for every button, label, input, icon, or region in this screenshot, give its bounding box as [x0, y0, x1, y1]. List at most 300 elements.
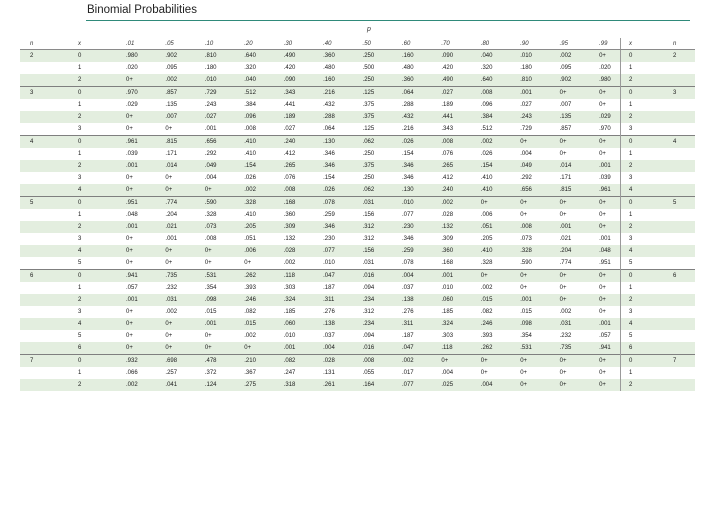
- cell-n: [20, 257, 58, 270]
- cell-prob: .275: [226, 379, 265, 391]
- cell-x-right: 1: [621, 209, 658, 221]
- cell-n-right: 7: [657, 355, 695, 368]
- cell-prob: .320: [480, 65, 493, 71]
- cell-prob: 0+: [581, 87, 620, 100]
- cell-n: [20, 306, 58, 318]
- cell-n-right: 6: [657, 270, 695, 283]
- cell-prob: .243: [204, 102, 217, 108]
- cell-prob: .187: [401, 333, 414, 339]
- cell-prob: .480: [401, 65, 414, 71]
- cell-prob: .346: [323, 151, 335, 157]
- cell-prob: .171: [559, 175, 572, 181]
- cell-prob: .031: [362, 260, 375, 266]
- cell-prob: .025: [423, 379, 462, 391]
- cell-prob: .343: [266, 87, 305, 100]
- cell-n-right: [657, 148, 695, 160]
- cell-prob: 0+: [165, 126, 173, 132]
- cell-prob: .015: [226, 318, 265, 330]
- cell-x: 1: [78, 102, 82, 108]
- cell-prob: .490: [423, 74, 462, 87]
- cell-prob: 0+: [147, 184, 186, 197]
- cell-prob: .312: [362, 236, 375, 242]
- cell-prob: .512: [226, 87, 265, 100]
- cell-prob: .130: [384, 184, 423, 197]
- cell-n-right: [657, 367, 695, 379]
- cell-prob: .026: [480, 151, 493, 157]
- cell-prob: .288: [401, 102, 414, 108]
- cell-prob: .008: [423, 136, 462, 149]
- cell-prob: 0+: [244, 260, 252, 266]
- cell-prob: .006: [480, 212, 493, 218]
- cell-prob: .180: [520, 65, 532, 71]
- cell-n: [20, 330, 58, 342]
- cell-prob: 0+: [581, 221, 620, 233]
- cell-x: 4: [58, 318, 108, 330]
- cell-prob: 0+: [126, 309, 133, 315]
- cell-n-right: [657, 257, 695, 270]
- cell-n: [20, 367, 58, 379]
- cell-x: 2: [58, 379, 108, 391]
- cell-prob: .008: [463, 87, 502, 100]
- cell-prob: .055: [362, 370, 375, 376]
- cell-x-right: 3: [621, 172, 658, 184]
- cell-prob: .008: [204, 236, 217, 242]
- table-row: [20, 50, 695, 63]
- cell-prob: 0+: [480, 370, 488, 376]
- cell-prob: .010: [384, 197, 423, 210]
- cell-prob: .234: [345, 318, 384, 330]
- table-row: [20, 270, 695, 283]
- cell-x: 2: [58, 74, 108, 87]
- cell-prob: .026: [244, 175, 256, 181]
- cell-prob: .008: [502, 221, 541, 233]
- cell-prob: .001: [187, 318, 226, 330]
- cell-n: 3: [20, 87, 58, 100]
- cell-prob: .001: [599, 236, 611, 242]
- cell-prob: .076: [441, 151, 454, 157]
- cell-prob: .001: [581, 318, 620, 330]
- cell-prob: .412: [441, 175, 454, 181]
- cell-prob: .346: [401, 175, 414, 181]
- cell-prob: 0+: [187, 184, 226, 197]
- cell-prob: 0+: [463, 270, 502, 283]
- cell-x-right: 1: [621, 148, 658, 160]
- cell-prob: .016: [345, 342, 384, 355]
- cell-prob: .124: [187, 379, 226, 391]
- cell-prob: .204: [542, 245, 581, 257]
- cell-prob: .154: [226, 160, 265, 172]
- cell-n: [20, 160, 58, 172]
- cell-prob: 0+: [147, 342, 186, 355]
- cell-prob: 0+: [581, 50, 620, 63]
- cell-prob: .970: [108, 87, 147, 100]
- cell-n: 7: [20, 355, 58, 368]
- cell-x-right: 0: [621, 136, 658, 149]
- cell-prob: .932: [108, 355, 147, 368]
- cell-prob: .160: [384, 50, 423, 63]
- cell-prob: .180: [204, 65, 217, 71]
- cell-x: 0: [58, 87, 108, 100]
- cell-prob: .138: [384, 294, 423, 306]
- title-rule: [86, 20, 690, 21]
- cell-prob: .002: [463, 136, 502, 149]
- cell-prob: .040: [463, 50, 502, 63]
- cell-prob: .312: [345, 221, 384, 233]
- cell-prob: .410: [244, 151, 256, 157]
- cell-prob: .037: [323, 333, 335, 339]
- cell-prob: .006: [226, 245, 265, 257]
- table-row: [20, 233, 695, 245]
- cell-prob: .064: [323, 126, 335, 132]
- cell-n-right: [657, 111, 695, 123]
- cell-prob: 0+: [126, 126, 133, 132]
- cell-prob: .082: [480, 309, 493, 315]
- cell-prob: .367: [244, 370, 256, 376]
- cell-prob: .008: [266, 184, 305, 197]
- cell-x-right: 1: [621, 62, 658, 74]
- cell-n-right: [657, 221, 695, 233]
- cell-prob: 0+: [165, 333, 173, 339]
- cell-prob: .132: [283, 236, 296, 242]
- cell-prob: .815: [542, 184, 581, 197]
- cell-prob: .309: [266, 221, 305, 233]
- cell-prob: .343: [441, 126, 454, 132]
- cell-prob: 0+: [204, 333, 212, 339]
- cell-prob: .205: [480, 236, 493, 242]
- cell-x-right: 1: [621, 282, 658, 294]
- cell-prob: .512: [480, 126, 493, 132]
- cell-prob: .026: [305, 184, 344, 197]
- cell-prob: .590: [187, 197, 226, 210]
- cell-prob: .393: [480, 333, 493, 339]
- table-row: [20, 306, 695, 318]
- cell-n: [20, 99, 58, 111]
- cell-prob: .047: [384, 342, 423, 355]
- table-title: Binomial Probabilities: [87, 4, 197, 16]
- header-p: .50: [345, 38, 384, 50]
- cell-prob: 0+: [559, 212, 567, 218]
- cell-prob: .384: [244, 102, 256, 108]
- cell-prob: .077: [401, 212, 414, 218]
- header-p: .20: [226, 38, 265, 50]
- cell-prob: .232: [165, 285, 178, 291]
- cell-prob: .346: [384, 160, 423, 172]
- cell-prob: .031: [345, 197, 384, 210]
- cell-n: [20, 221, 58, 233]
- cell-prob: .048: [126, 212, 138, 218]
- cell-prob: .441: [423, 111, 462, 123]
- table-row: [20, 148, 695, 160]
- cell-prob: .073: [520, 236, 532, 242]
- cell-prob: .014: [147, 160, 186, 172]
- cell-n: [20, 294, 58, 306]
- cell-x: 2: [58, 160, 108, 172]
- cell-prob: .002: [226, 184, 265, 197]
- cell-n: [20, 245, 58, 257]
- table-row: [20, 209, 695, 221]
- header-p: .99: [581, 38, 620, 50]
- cell-x: 0: [58, 355, 108, 368]
- cell-prob: .384: [463, 111, 502, 123]
- cell-prob: .027: [423, 87, 462, 100]
- table-body: [20, 50, 695, 392]
- cell-prob: 0+: [108, 245, 147, 257]
- cell-x-right: 0: [621, 50, 658, 63]
- cell-prob: .001: [165, 236, 178, 242]
- cell-prob: .001: [423, 270, 462, 283]
- cell-prob: .232: [559, 333, 572, 339]
- cell-prob: .372: [204, 370, 217, 376]
- cell-x: 3: [78, 126, 82, 132]
- cell-x: 4: [58, 184, 108, 197]
- cell-n: [20, 111, 58, 123]
- cell-prob: .002: [147, 74, 186, 87]
- cell-prob: .164: [345, 379, 384, 391]
- cell-x-right: 2: [621, 379, 658, 391]
- cell-prob: .774: [559, 260, 572, 266]
- cell-prob: .354: [204, 285, 217, 291]
- cell-n: [20, 209, 58, 221]
- cell-prob: .187: [323, 285, 335, 291]
- cell-x-right: 2: [621, 111, 658, 123]
- cell-prob: .328: [502, 245, 541, 257]
- cell-prob: .346: [305, 160, 344, 172]
- cell-n-right: [657, 209, 695, 221]
- cell-x: 1: [78, 212, 82, 218]
- cell-prob: .410: [226, 136, 265, 149]
- cell-prob: .810: [502, 74, 541, 87]
- cell-prob: .185: [283, 309, 296, 315]
- table-row: [20, 294, 695, 306]
- cell-prob: .810: [187, 50, 226, 63]
- cell-prob: .240: [266, 136, 305, 149]
- cell-n-right: [657, 184, 695, 197]
- cell-prob: .031: [147, 294, 186, 306]
- table-row: [20, 62, 695, 74]
- cell-prob: .047: [305, 270, 344, 283]
- cell-prob: .007: [147, 111, 186, 123]
- cell-prob: 0+: [108, 184, 147, 197]
- cell-prob: .073: [187, 221, 226, 233]
- cell-prob: .902: [147, 50, 186, 63]
- cell-x: 2: [58, 221, 108, 233]
- cell-prob: .027: [520, 102, 532, 108]
- cell-prob: .017: [401, 370, 414, 376]
- cell-prob: 0+: [502, 197, 541, 210]
- cell-prob: .057: [126, 285, 138, 291]
- header-p: .80: [463, 38, 502, 50]
- cell-prob: .156: [362, 212, 375, 218]
- cell-prob: .027: [187, 111, 226, 123]
- cell-prob: .001: [108, 294, 147, 306]
- cell-prob: .980: [108, 50, 147, 63]
- cell-prob: .500: [362, 65, 375, 71]
- cell-n: [20, 318, 58, 330]
- cell-prob: 0+: [108, 111, 147, 123]
- cell-n-right: 5: [657, 197, 695, 210]
- cell-x-right: 2: [621, 160, 658, 172]
- cell-prob: .135: [165, 102, 178, 108]
- cell-x-right: 4: [621, 245, 658, 257]
- cell-prob: .303: [283, 285, 296, 291]
- cell-x: 2: [58, 294, 108, 306]
- cell-prob: 0+: [581, 379, 620, 391]
- cell-n: 5: [20, 197, 58, 210]
- cell-n-right: [657, 62, 695, 74]
- table-row: [20, 257, 695, 270]
- cell-prob: 0+: [542, 270, 581, 283]
- cell-prob: .002: [384, 355, 423, 368]
- cell-prob: .410: [244, 212, 256, 218]
- cell-prob: .125: [345, 87, 384, 100]
- cell-prob: 0+: [599, 309, 606, 315]
- cell-prob: .311: [384, 318, 423, 330]
- cell-prob: .171: [165, 151, 178, 157]
- cell-x: 6: [58, 342, 108, 355]
- cell-prob: 0+: [147, 245, 186, 257]
- cell-prob: .015: [463, 294, 502, 306]
- cell-prob: .902: [542, 74, 581, 87]
- cell-prob: .432: [384, 111, 423, 123]
- cell-prob: .028: [441, 212, 454, 218]
- cell-prob: .774: [147, 197, 186, 210]
- cell-prob: .346: [305, 221, 344, 233]
- cell-n: [20, 184, 58, 197]
- cell-prob: .234: [345, 294, 384, 306]
- cell-prob: .049: [187, 160, 226, 172]
- cell-prob: .432: [323, 102, 335, 108]
- cell-prob: .941: [108, 270, 147, 283]
- cell-prob: .246: [463, 318, 502, 330]
- cell-prob: .311: [305, 294, 344, 306]
- cell-prob: .951: [108, 197, 147, 210]
- header-p: .90: [502, 38, 541, 50]
- header-row: [20, 38, 695, 50]
- cell-prob: .230: [323, 236, 335, 242]
- cell-prob: .010: [283, 333, 296, 339]
- cell-prob: .039: [126, 151, 138, 157]
- cell-prob: .375: [345, 160, 384, 172]
- cell-prob: 0+: [581, 197, 620, 210]
- cell-prob: .156: [345, 245, 384, 257]
- cell-prob: .250: [362, 175, 375, 181]
- cell-prob: .094: [362, 333, 375, 339]
- cell-prob: 0+: [108, 74, 147, 87]
- cell-n-right: [657, 379, 695, 391]
- cell-prob: .098: [502, 318, 541, 330]
- cell-prob: .062: [345, 184, 384, 197]
- cell-x: 0: [58, 50, 108, 63]
- header-p: .70: [423, 38, 462, 50]
- cell-prob: .001: [502, 294, 541, 306]
- header-x-right: x: [621, 38, 658, 50]
- cell-prob: .001: [108, 160, 147, 172]
- header-p: .10: [187, 38, 226, 50]
- cell-prob: .008: [244, 126, 256, 132]
- cell-prob: 0+: [599, 212, 606, 218]
- cell-prob: .815: [147, 136, 186, 149]
- cell-prob: .010: [441, 285, 454, 291]
- cell-prob: .154: [401, 151, 414, 157]
- cell-prob: .410: [463, 184, 502, 197]
- cell-prob: 0+: [520, 212, 528, 218]
- cell-prob: .276: [401, 309, 414, 315]
- cell-prob: .857: [147, 87, 186, 100]
- cell-prob: .328: [480, 260, 493, 266]
- p-axis-label: p: [367, 26, 371, 33]
- cell-prob: 0+: [126, 236, 133, 242]
- cell-prob: .064: [384, 87, 423, 100]
- cell-prob: .082: [266, 355, 305, 368]
- cell-prob: 0+: [226, 342, 265, 355]
- cell-prob: .002: [423, 197, 462, 210]
- table-row: [20, 318, 695, 330]
- cell-prob: .420: [441, 65, 454, 71]
- cell-prob: .090: [266, 74, 305, 87]
- cell-n-right: 2: [657, 50, 695, 63]
- cell-prob: .002: [559, 309, 572, 315]
- cell-prob: .185: [441, 309, 454, 315]
- cell-prob: .028: [305, 355, 344, 368]
- cell-x: 1: [78, 151, 82, 157]
- cell-prob: 0+: [542, 87, 581, 100]
- cell-x-right: 1: [621, 367, 658, 379]
- cell-prob: .029: [581, 111, 620, 123]
- cell-prob: .250: [345, 74, 384, 87]
- cell-prob: .318: [266, 379, 305, 391]
- cell-prob: .125: [362, 126, 375, 132]
- cell-n: [20, 123, 58, 136]
- cell-x: 0: [58, 136, 108, 149]
- cell-prob: .051: [463, 221, 502, 233]
- cell-n-right: [657, 282, 695, 294]
- cell-prob: .131: [323, 370, 335, 376]
- cell-prob: .328: [226, 197, 265, 210]
- cell-prob: .656: [187, 136, 226, 149]
- cell-prob: .078: [305, 197, 344, 210]
- cell-n: [20, 148, 58, 160]
- cell-prob: .118: [423, 342, 462, 355]
- table-row: [20, 355, 695, 368]
- cell-prob: .001: [542, 221, 581, 233]
- cell-x: 0: [58, 197, 108, 210]
- cell-n: [20, 172, 58, 184]
- cell-prob: 0+: [126, 333, 133, 339]
- cell-prob: .216: [401, 126, 414, 132]
- cell-prob: .002: [244, 333, 256, 339]
- cell-prob: .410: [480, 175, 493, 181]
- cell-x: 1: [78, 285, 82, 291]
- cell-prob: .002: [480, 285, 493, 291]
- header-n: n: [20, 38, 58, 50]
- cell-prob: .007: [559, 102, 572, 108]
- cell-prob: .004: [441, 370, 454, 376]
- cell-x: 3: [78, 175, 82, 181]
- cell-prob: .478: [187, 355, 226, 368]
- cell-prob: .309: [441, 236, 454, 242]
- header-p: .30: [266, 38, 305, 50]
- cell-prob: .320: [244, 65, 256, 71]
- cell-n-right: [657, 172, 695, 184]
- cell-prob: .001: [266, 342, 305, 355]
- cell-prob: .261: [305, 379, 344, 391]
- cell-prob: .375: [345, 111, 384, 123]
- cell-prob: .090: [423, 50, 462, 63]
- cell-x-right: 0: [621, 87, 658, 100]
- cell-prob: .640: [463, 74, 502, 87]
- cell-prob: .154: [323, 175, 335, 181]
- cell-prob: .001: [581, 160, 620, 172]
